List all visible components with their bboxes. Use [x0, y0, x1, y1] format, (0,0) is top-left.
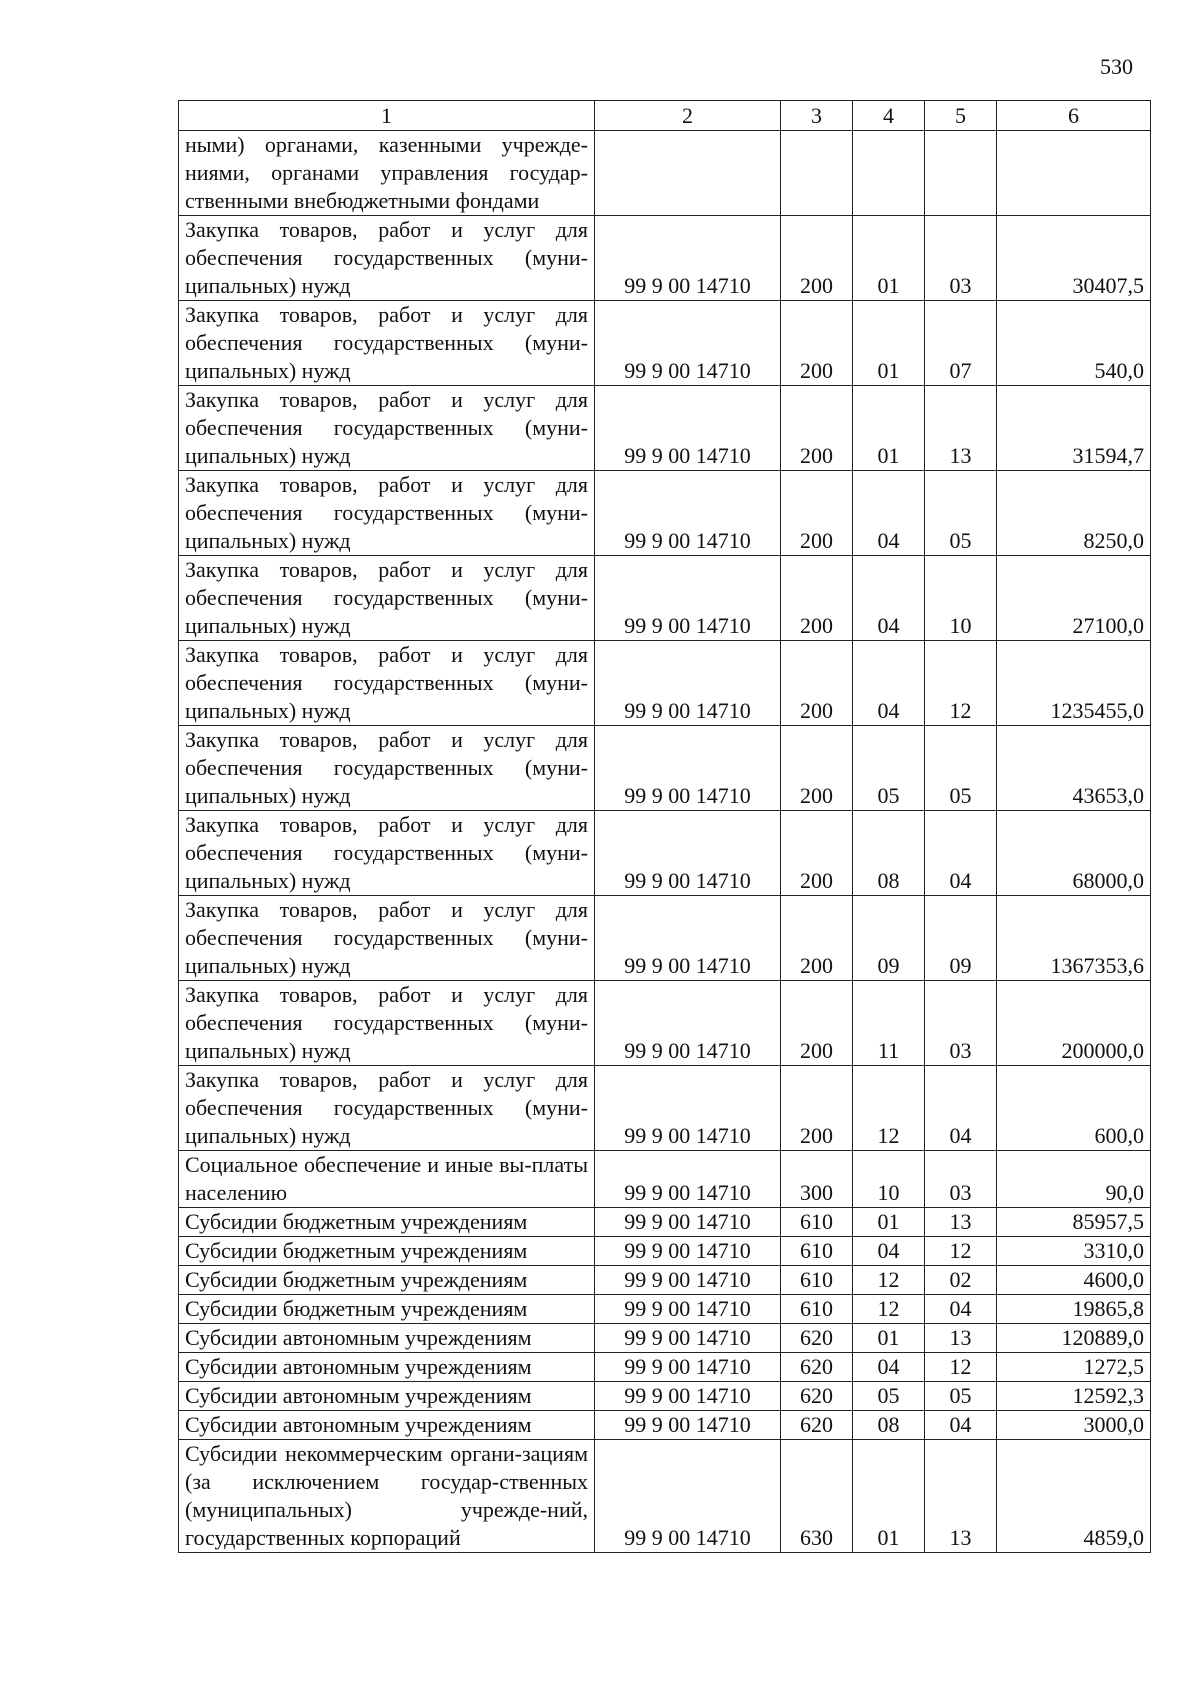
row-col3-cell: 200 [781, 386, 853, 471]
column-header: 1 [179, 101, 595, 131]
row-name-cell: Закупка товаров, работ и услуг для обеспечения государственных (муни-ципальных) нужд [179, 896, 595, 981]
row-code-cell: 99 9 00 14710 [595, 726, 781, 811]
table-row [179, 1440, 1151, 1553]
row-amount-cell: 19865,8 [997, 1295, 1151, 1324]
row-amount-cell: 120889,0 [997, 1324, 1151, 1353]
row-code-cell: 99 9 00 14710 [595, 301, 781, 386]
row-col4-cell: 01 [853, 216, 925, 301]
row-code-cell: 99 9 00 14710 [595, 1440, 781, 1553]
row-code-cell: 99 9 00 14710 [595, 386, 781, 471]
row-code-cell: 99 9 00 14710 [595, 1151, 781, 1208]
row-code-cell: 99 9 00 14710 [595, 1324, 781, 1353]
row-code-cell: 99 9 00 14710 [595, 216, 781, 301]
row-col3-cell: 620 [781, 1382, 853, 1411]
row-col5-cell: 13 [925, 1324, 997, 1353]
table-row [179, 471, 1151, 556]
table-row [179, 131, 1151, 216]
row-col5-cell: 04 [925, 1295, 997, 1324]
table-row [179, 301, 1151, 386]
row-col3-cell [781, 131, 853, 216]
row-code-cell: 99 9 00 14710 [595, 1266, 781, 1295]
table-row [179, 1151, 1151, 1208]
row-col3-cell: 200 [781, 811, 853, 896]
row-col4-cell: 08 [853, 1411, 925, 1440]
column-header: 3 [781, 101, 853, 131]
budget-table [178, 100, 1151, 1553]
page-number: 530 [1100, 54, 1133, 79]
row-col4-cell: 08 [853, 811, 925, 896]
row-col3-cell: 610 [781, 1208, 853, 1237]
table-row [179, 1411, 1151, 1440]
row-amount-cell: 85957,5 [997, 1208, 1151, 1237]
row-col4-cell: 04 [853, 556, 925, 641]
row-col3-cell: 200 [781, 556, 853, 641]
row-code-cell: 99 9 00 14710 [595, 1208, 781, 1237]
row-code-cell: 99 9 00 14710 [595, 1237, 781, 1266]
row-col5-cell: 12 [925, 1237, 997, 1266]
row-code-cell: 99 9 00 14710 [595, 641, 781, 726]
row-amount-cell: 12592,3 [997, 1382, 1151, 1411]
row-amount-cell: 30407,5 [997, 216, 1151, 301]
table-row [179, 981, 1151, 1066]
row-amount-cell: 1272,5 [997, 1353, 1151, 1382]
table-row [179, 896, 1151, 981]
row-col3-cell: 200 [781, 641, 853, 726]
row-name-cell: ными) органами, казенными учрежде-ниями, органами управления государ-ственными внебюджетными фондами [179, 131, 595, 216]
row-col5-cell: 13 [925, 1440, 997, 1553]
table-body [179, 101, 1151, 1553]
row-col5-cell: 10 [925, 556, 997, 641]
row-amount-cell: 8250,0 [997, 471, 1151, 556]
row-col3-cell: 200 [781, 471, 853, 556]
row-amount-cell: 27100,0 [997, 556, 1151, 641]
row-name-cell: Закупка товаров, работ и услуг для обеспечения государственных (муни-ципальных) нужд [179, 726, 595, 811]
table-row [179, 1382, 1151, 1411]
row-col3-cell: 620 [781, 1353, 853, 1382]
row-col3-cell: 630 [781, 1440, 853, 1553]
row-amount-cell: 1367353,6 [997, 896, 1151, 981]
table-header-row [179, 101, 1151, 131]
row-col5-cell: 03 [925, 216, 997, 301]
row-col5-cell: 04 [925, 1066, 997, 1151]
row-amount-cell: 3000,0 [997, 1411, 1151, 1440]
row-name-cell: Закупка товаров, работ и услуг для обеспечения государственных (муни-ципальных) нужд [179, 301, 595, 386]
column-header: 4 [853, 101, 925, 131]
row-name-cell: Закупка товаров, работ и услуг для обеспечения государственных (муни-ципальных) нужд [179, 1066, 595, 1151]
row-name-cell: Субсидии бюджетным учреждениям [179, 1237, 595, 1266]
row-col5-cell: 04 [925, 811, 997, 896]
row-code-cell: 99 9 00 14710 [595, 1066, 781, 1151]
row-col4-cell: 04 [853, 1353, 925, 1382]
row-code-cell: 99 9 00 14710 [595, 471, 781, 556]
row-col5-cell: 12 [925, 641, 997, 726]
row-col3-cell: 200 [781, 896, 853, 981]
row-name-cell: Закупка товаров, работ и услуг для обеспечения государственных (муни-ципальных) нужд [179, 981, 595, 1066]
row-col4-cell: 01 [853, 1208, 925, 1237]
row-name-cell: Субсидии автономным учреждениям [179, 1382, 595, 1411]
row-name-cell: Субсидии автономным учреждениям [179, 1324, 595, 1353]
table-row [179, 1266, 1151, 1295]
row-col5-cell [925, 131, 997, 216]
row-name-cell: Субсидии бюджетным учреждениям [179, 1295, 595, 1324]
row-amount-cell: 90,0 [997, 1151, 1151, 1208]
row-col4-cell: 12 [853, 1295, 925, 1324]
table-row [179, 1208, 1151, 1237]
row-col3-cell: 300 [781, 1151, 853, 1208]
row-col4-cell: 09 [853, 896, 925, 981]
row-name-cell: Закупка товаров, работ и услуг для обеспечения государственных (муни-ципальных) нужд [179, 641, 595, 726]
row-code-cell: 99 9 00 14710 [595, 1353, 781, 1382]
row-col3-cell: 610 [781, 1266, 853, 1295]
row-amount-cell: 31594,7 [997, 386, 1151, 471]
row-amount-cell: 540,0 [997, 301, 1151, 386]
table-row [179, 1237, 1151, 1266]
row-col4-cell: 12 [853, 1066, 925, 1151]
row-col4-cell: 04 [853, 471, 925, 556]
row-col4-cell: 12 [853, 1266, 925, 1295]
row-code-cell: 99 9 00 14710 [595, 1295, 781, 1324]
row-col4-cell: 05 [853, 726, 925, 811]
row-name-cell: Субсидии автономным учреждениям [179, 1411, 595, 1440]
row-col3-cell: 610 [781, 1295, 853, 1324]
row-name-cell: Субсидии автономным учреждениям [179, 1353, 595, 1382]
row-amount-cell: 68000,0 [997, 811, 1151, 896]
row-col5-cell: 05 [925, 471, 997, 556]
row-code-cell: 99 9 00 14710 [595, 1382, 781, 1411]
row-col5-cell: 09 [925, 896, 997, 981]
row-name-cell: Закупка товаров, работ и услуг для обеспечения государственных (муни-ципальных) нужд [179, 556, 595, 641]
row-amount-cell: 1235455,0 [997, 641, 1151, 726]
row-col5-cell: 13 [925, 386, 997, 471]
row-amount-cell: 4859,0 [997, 1440, 1151, 1553]
row-name-cell: Закупка товаров, работ и услуг для обеспечения государственных (муни-ципальных) нужд [179, 811, 595, 896]
row-col3-cell: 620 [781, 1324, 853, 1353]
row-col5-cell: 02 [925, 1266, 997, 1295]
row-code-cell: 99 9 00 14710 [595, 556, 781, 641]
table-row [179, 556, 1151, 641]
column-header: 2 [595, 101, 781, 131]
row-col4-cell: 05 [853, 1382, 925, 1411]
row-col5-cell: 03 [925, 981, 997, 1066]
row-col4-cell: 01 [853, 301, 925, 386]
row-col5-cell: 13 [925, 1208, 997, 1237]
row-name-cell: Закупка товаров, работ и услуг для обеспечения государственных (муни-ципальных) нужд [179, 471, 595, 556]
row-amount-cell: 3310,0 [997, 1237, 1151, 1266]
table-row [179, 1324, 1151, 1353]
row-name-cell: Социальное обеспечение и иные вы-платы населению [179, 1151, 595, 1208]
row-col3-cell: 200 [781, 216, 853, 301]
table-row [179, 1066, 1151, 1151]
row-name-cell: Субсидии бюджетным учреждениям [179, 1266, 595, 1295]
row-name-cell: Закупка товаров, работ и услуг для обеспечения государственных (муни-ципальных) нужд [179, 386, 595, 471]
row-code-cell [595, 131, 781, 216]
table-row [179, 216, 1151, 301]
row-col4-cell [853, 131, 925, 216]
row-col5-cell: 12 [925, 1353, 997, 1382]
row-col3-cell: 200 [781, 726, 853, 811]
row-col5-cell: 03 [925, 1151, 997, 1208]
table-row [179, 726, 1151, 811]
table-row [179, 1353, 1151, 1382]
row-col5-cell: 07 [925, 301, 997, 386]
table-row [179, 1295, 1151, 1324]
row-code-cell: 99 9 00 14710 [595, 1411, 781, 1440]
row-col4-cell: 04 [853, 1237, 925, 1266]
row-col3-cell: 610 [781, 1237, 853, 1266]
row-col4-cell: 04 [853, 641, 925, 726]
row-amount-cell: 43653,0 [997, 726, 1151, 811]
row-amount-cell: 600,0 [997, 1066, 1151, 1151]
row-code-cell: 99 9 00 14710 [595, 896, 781, 981]
row-name-cell: Субсидии бюджетным учреждениям [179, 1208, 595, 1237]
row-code-cell: 99 9 00 14710 [595, 811, 781, 896]
row-col4-cell: 01 [853, 1440, 925, 1553]
row-amount-cell: 4600,0 [997, 1266, 1151, 1295]
row-code-cell: 99 9 00 14710 [595, 981, 781, 1066]
row-col5-cell: 05 [925, 1382, 997, 1411]
table-row [179, 641, 1151, 726]
row-col5-cell: 04 [925, 1411, 997, 1440]
row-amount-cell [997, 131, 1151, 216]
table-row [179, 811, 1151, 896]
row-col3-cell: 620 [781, 1411, 853, 1440]
row-col4-cell: 11 [853, 981, 925, 1066]
table-row [179, 386, 1151, 471]
row-col4-cell: 10 [853, 1151, 925, 1208]
row-col3-cell: 200 [781, 1066, 853, 1151]
row-col3-cell: 200 [781, 981, 853, 1066]
column-header: 6 [997, 101, 1151, 131]
row-amount-cell: 200000,0 [997, 981, 1151, 1066]
row-col4-cell: 01 [853, 386, 925, 471]
column-header: 5 [925, 101, 997, 131]
row-col4-cell: 01 [853, 1324, 925, 1353]
row-col3-cell: 200 [781, 301, 853, 386]
row-name-cell: Закупка товаров, работ и услуг для обеспечения государственных (муни-ципальных) нужд [179, 216, 595, 301]
row-col5-cell: 05 [925, 726, 997, 811]
row-name-cell: Субсидии некоммерческим органи-зациям (за исключением государ-ственных (муниципальных) учрежде-ний, государственных корпораций [179, 1440, 595, 1553]
